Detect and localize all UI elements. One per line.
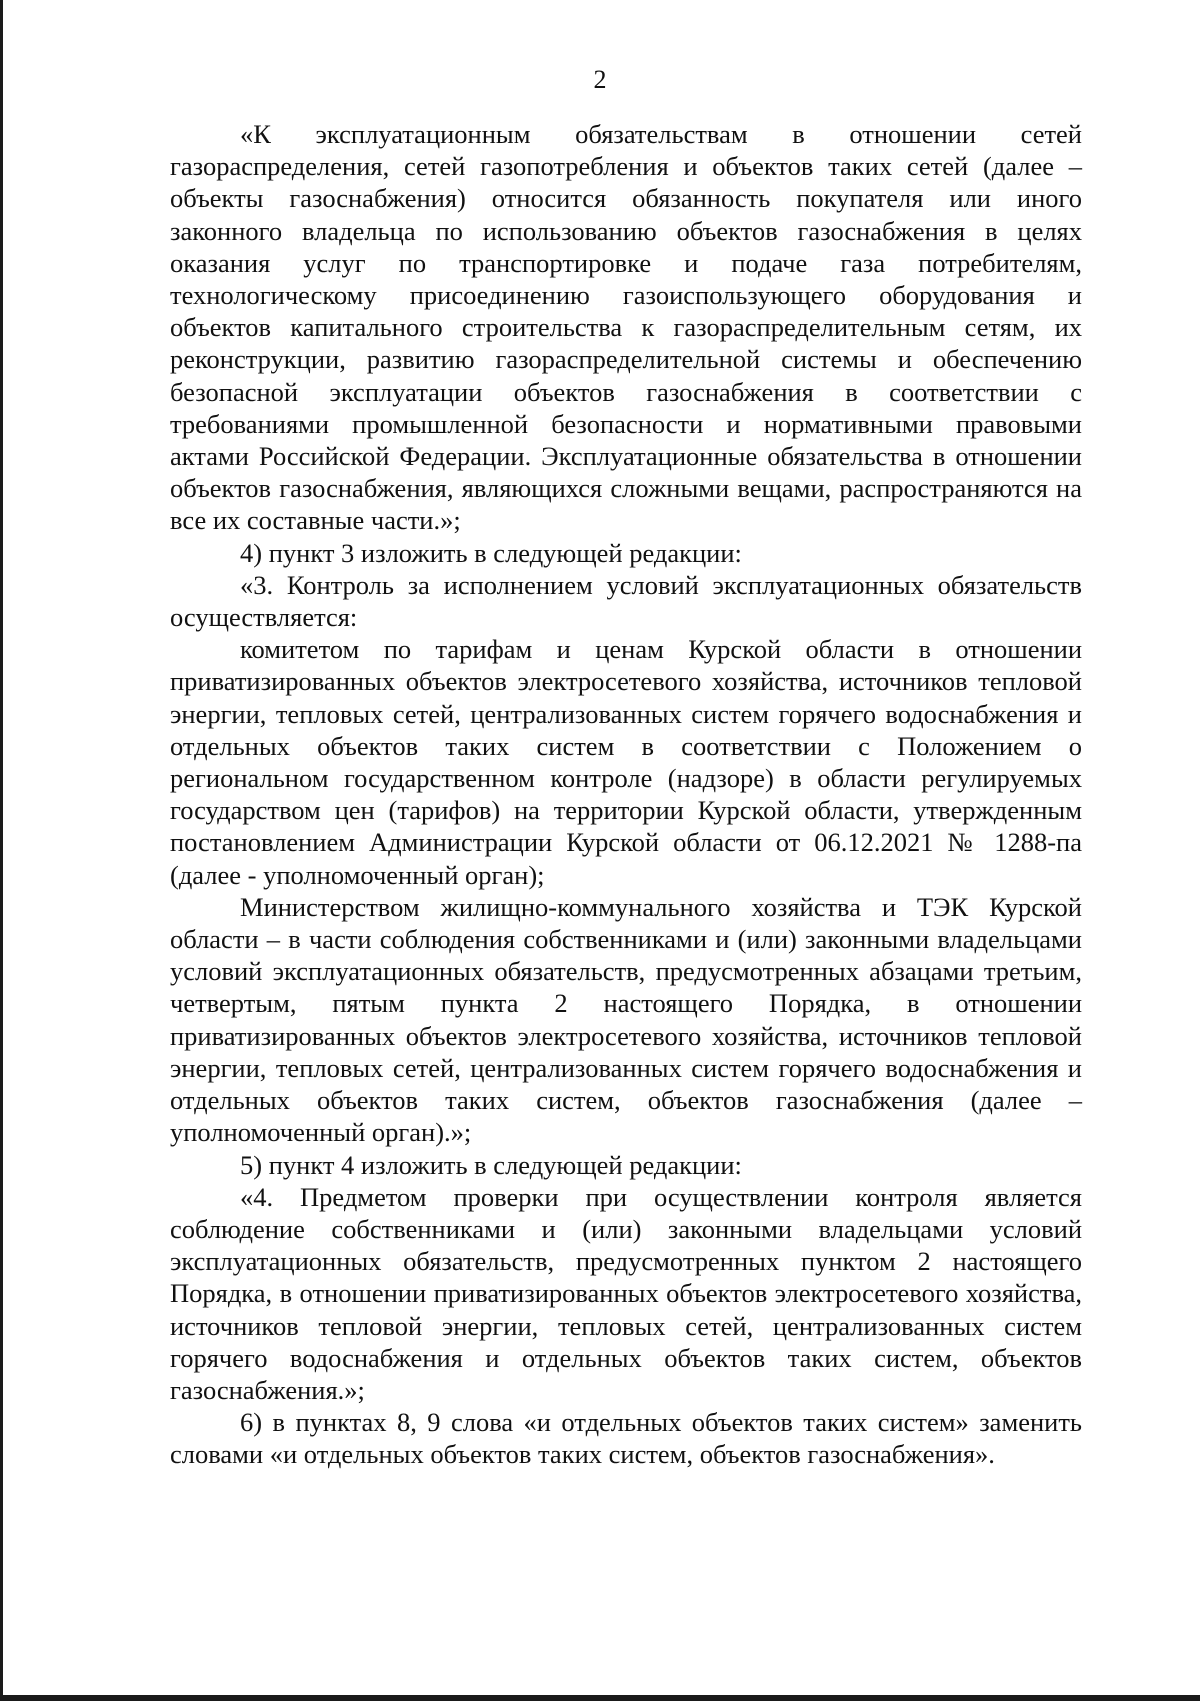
paragraph-item-4: 4) пункт 3 изложить в следующей редакции: (240, 537, 742, 568)
paragraph-gas-obligations: «К эксплуатационным обязательствам в отношении сетей газораспределения, сетей газопотребления и объектов таких сетей (далее – объекты газоснабжения) относится обязанность покупателя или иного законного владельца по использованию объектов газоснабжения в целях оказания услуг по транспортировке и подаче газа потребителям, технологическому присоединению газоиспользующего оборудования и объектов капитального строительства к газораспределительным сетям, их реконструкции, развитию газораспределительной системы и обеспечению безопасной эксплуатации объектов газоснабжения в соответствии с требованиями промышленной безопасности и нормативными правовыми актами Российской Федерации. Эксплуатационные обязательства в отношении объектов газоснабжения, являющихся сложными вещами, распространяются на все их составные части.»; (170, 119, 1082, 536)
page-number: 2 (593, 65, 607, 94)
scan-edge-bottom (0, 1695, 1200, 1701)
paragraph-item-6: 6) в пунктах 8, 9 слова «и отдельных объектов таких систем» заменить словами «и отдельных объектов таких систем, объектов газоснабжения». (170, 1407, 1082, 1470)
paragraph-ministry: Министерством жилищно-коммунального хозяйства и ТЭК Курской области – в части соблюдения собственниками и (или) законными владельцами условий эксплуатационных обязательств, предусмотренных абзацами третьим, четвертым, пятым пункта 2 настоящего Порядка, в отношении приватизированных объектов электросетевого хозяйства, источников тепловой энергии, тепловых сетей, централизованных систем горячего водоснабжения и отдельных объектов таких систем, объектов газоснабжения (далее – уполномоченный орган).»; (170, 891, 1082, 1148)
paragraph-tariff-committee: комитетом по тарифам и ценам Курской области в отношении приватизированных объектов электросетевого хозяйства, источников тепловой энергии, тепловых сетей, централизованных систем горячего водоснабжения и отдельных объектов таких систем в соответствии с Положением о региональном государственном контроле (надзоре) в области регулируемых государством цен (тарифов) на территории Курской области, утвержденным постановлением Администрации Курской области от 06.12.2021 № 1288-па (далее - уполномоченный орган); (170, 634, 1082, 890)
scan-edge-left (0, 0, 3, 1701)
paragraph-item-5: 5) пункт 4 изложить в следующей редакции: (240, 1149, 742, 1180)
paragraph-inspection-subject: «4. Предметом проверки при осуществлении контроля является соблюдение собственниками и (или) законными владельцами условий эксплуатационных обязательств, предусмотренных пунктом 2 настоящего Порядка, в отношении приватизированных объектов электросетевого хозяйства, источников тепловой энергии, тепловых сетей, централизованных систем горячего водоснабжения и отдельных объектов таких систем, объектов газоснабжения.»; (170, 1181, 1082, 1405)
document-body (170, 118, 1082, 1471)
paragraph-control-clause: «3. Контроль за исполнением условий эксплуатационных обязательств осуществляется: (170, 569, 1082, 633)
